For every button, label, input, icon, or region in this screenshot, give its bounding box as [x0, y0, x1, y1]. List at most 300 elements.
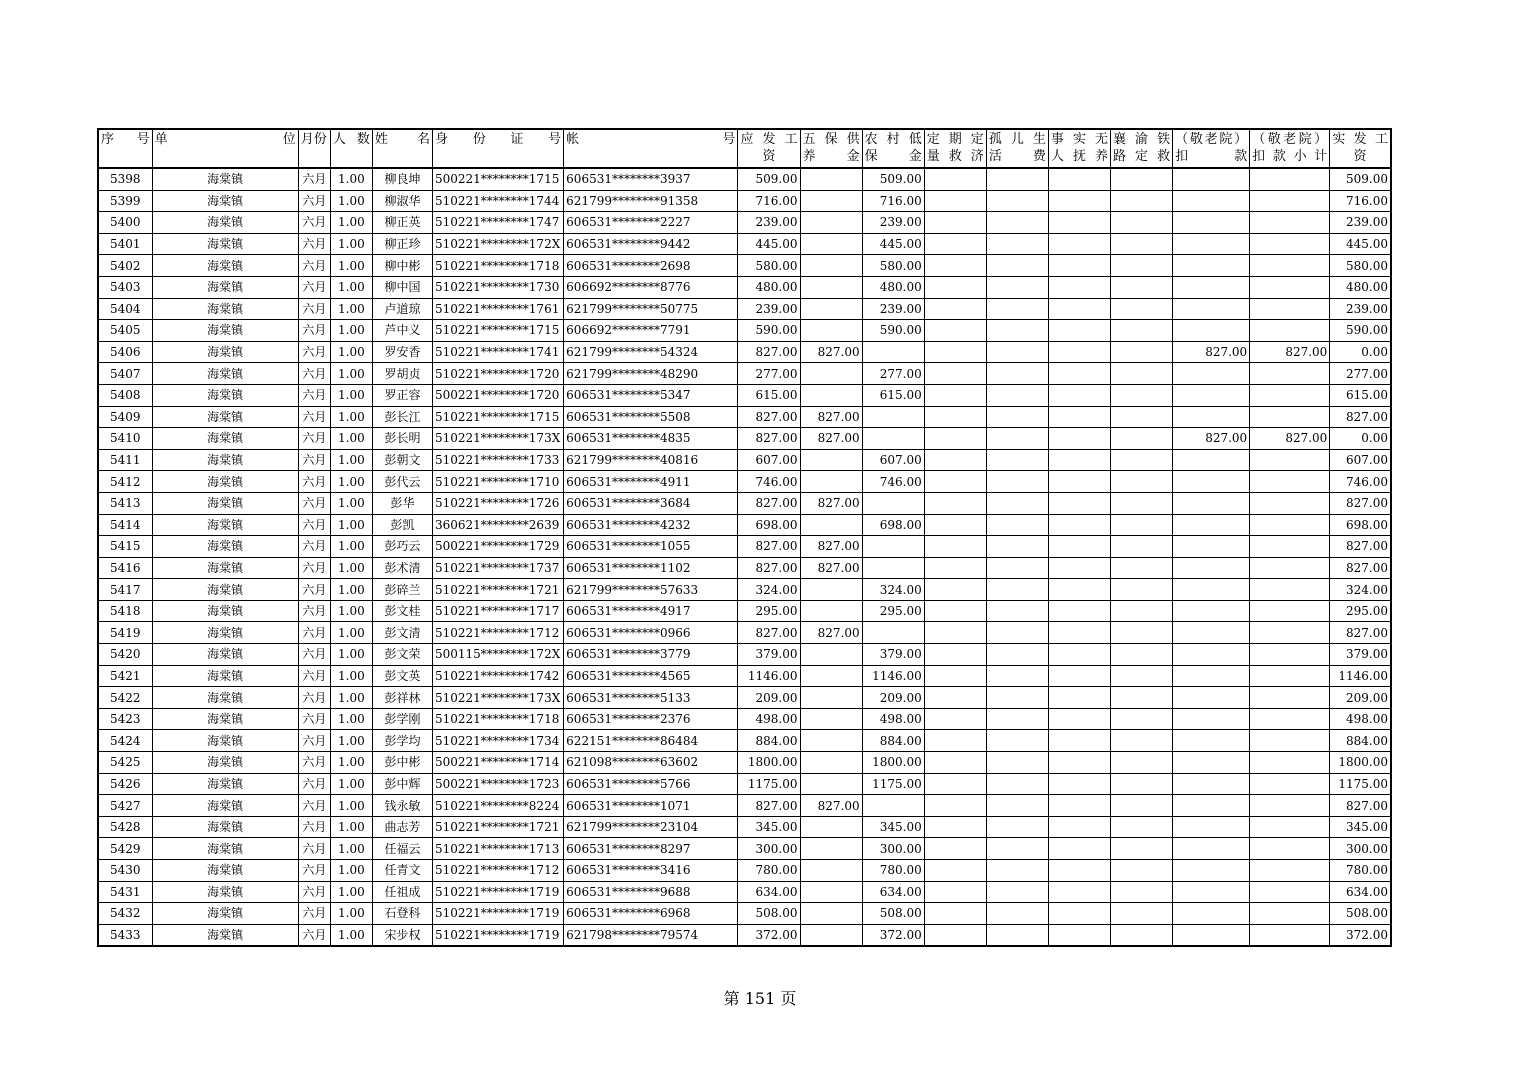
table-cell: 510221********173X: [432, 687, 563, 709]
table-cell: [1048, 384, 1110, 406]
table-cell: 590.00: [738, 320, 800, 342]
table-cell: 彭碎兰: [372, 579, 432, 601]
table-cell: 606531********1055: [564, 536, 738, 558]
table-cell: [800, 233, 862, 255]
table-row: [98, 363, 1391, 385]
table-cell: [986, 471, 1048, 493]
table-cell: 510221********1718: [432, 708, 563, 730]
table-cell: [1111, 816, 1173, 838]
table-cell: [1048, 752, 1110, 774]
table-cell: [924, 168, 986, 190]
table-cell: 六月: [298, 428, 330, 450]
header-row: [98, 129, 1391, 168]
table-cell: [800, 600, 862, 622]
table-cell: [924, 514, 986, 536]
table-cell: 884.00: [1330, 730, 1391, 752]
table-cell: 海棠镇: [152, 449, 298, 471]
column-header-line2: 路 定 救: [1113, 149, 1171, 164]
table-cell: 1175.00: [738, 773, 800, 795]
table-row: [98, 579, 1391, 601]
table-cell: [986, 600, 1048, 622]
table-cell: 海棠镇: [152, 838, 298, 860]
table-cell: [924, 730, 986, 752]
table-cell: 606692********8776: [564, 276, 738, 298]
table-cell: 580.00: [862, 255, 924, 277]
column-header: [862, 129, 924, 168]
table-cell: [1173, 816, 1250, 838]
table-cell: 5430: [98, 860, 152, 882]
table-cell: 300.00: [862, 838, 924, 860]
table-cell: [924, 384, 986, 406]
table-cell: 500221********1729: [432, 536, 563, 558]
table-cell: 606531********3937: [564, 168, 738, 190]
table-cell: 239.00: [862, 298, 924, 320]
table-cell: 海棠镇: [152, 795, 298, 817]
table-cell: 0.00: [1330, 428, 1391, 450]
table-cell: [986, 341, 1048, 363]
table-cell: [924, 341, 986, 363]
table-cell: [924, 233, 986, 255]
table-cell: 六月: [298, 449, 330, 471]
table-cell: 5403: [98, 276, 152, 298]
table-cell: 1.00: [330, 665, 372, 687]
table-cell: 5424: [98, 730, 152, 752]
table-cell: 海棠镇: [152, 579, 298, 601]
table-cell: 746.00: [862, 471, 924, 493]
table-cell: 827.00: [800, 795, 862, 817]
table-cell: 海棠镇: [152, 730, 298, 752]
table-cell: [1111, 514, 1173, 536]
table-cell: 621799********23104: [564, 816, 738, 838]
table-cell: 634.00: [862, 881, 924, 903]
table-cell: 606531********4835: [564, 428, 738, 450]
table-cell: 827.00: [800, 536, 862, 558]
table-cell: [1048, 168, 1110, 190]
table-cell: [986, 687, 1048, 709]
column-header: [152, 129, 298, 168]
table-cell: 柳正珍: [372, 233, 432, 255]
table-cell: [1111, 233, 1173, 255]
table-cell: 621799********54324: [564, 341, 738, 363]
table-cell: [924, 622, 986, 644]
table-cell: 372.00: [738, 924, 800, 946]
table-cell: 六月: [298, 233, 330, 255]
table-cell: 六月: [298, 773, 330, 795]
table-cell: [986, 406, 1048, 428]
table-cell: 607.00: [862, 449, 924, 471]
table-cell: 六月: [298, 622, 330, 644]
column-header-line2: 资: [762, 149, 776, 164]
table-cell: [800, 644, 862, 666]
table-cell: 彭华: [372, 492, 432, 514]
table-cell: 634.00: [1330, 881, 1391, 903]
table-cell: [1250, 514, 1330, 536]
table-cell: 彭学刚: [372, 708, 432, 730]
table-cell: [1111, 341, 1173, 363]
table-cell: [1048, 600, 1110, 622]
column-header: [564, 129, 738, 168]
table-cell: 1800.00: [1330, 752, 1391, 774]
table-cell: [924, 428, 986, 450]
table-cell: 海棠镇: [152, 708, 298, 730]
table-cell: [1173, 860, 1250, 882]
table-cell: 柳淑华: [372, 190, 432, 212]
table-cell: 510221********1747: [432, 212, 563, 234]
table-cell: 海棠镇: [152, 644, 298, 666]
table-cell: [1250, 708, 1330, 730]
table-cell: 石登科: [372, 903, 432, 925]
table-cell: [924, 212, 986, 234]
table-cell: 5419: [98, 622, 152, 644]
table-cell: [800, 773, 862, 795]
table-cell: 六月: [298, 752, 330, 774]
table-cell: 300.00: [1330, 838, 1391, 860]
column-header: [98, 129, 152, 168]
column-header-line1: 农 村 低: [864, 132, 922, 147]
table-cell: 510221********1713: [432, 838, 563, 860]
table-cell: 5410: [98, 428, 152, 450]
table-cell: 827.00: [738, 492, 800, 514]
column-header-line2: 量 救 济: [926, 149, 984, 164]
table-cell: 海棠镇: [152, 903, 298, 925]
table-cell: 六月: [298, 860, 330, 882]
table-cell: [1111, 449, 1173, 471]
table-cell: 罗胡贞: [372, 363, 432, 385]
table-cell: 510221********1744: [432, 190, 563, 212]
table-cell: 彭凯: [372, 514, 432, 536]
table-cell: 827.00: [800, 406, 862, 428]
table-cell: 1.00: [330, 384, 372, 406]
table-cell: 606531********2376: [564, 708, 738, 730]
table-cell: [1250, 730, 1330, 752]
table-cell: 500221********1715: [432, 168, 563, 190]
table-cell: [986, 190, 1048, 212]
table-cell: [986, 773, 1048, 795]
table-cell: [800, 363, 862, 385]
table-cell: 1.00: [330, 903, 372, 925]
table-cell: 六月: [298, 255, 330, 277]
table-cell: [862, 341, 924, 363]
table-cell: 海棠镇: [152, 881, 298, 903]
table-cell: [1048, 514, 1110, 536]
table-cell: 六月: [298, 276, 330, 298]
table-cell: 510221********1710: [432, 471, 563, 493]
table-cell: [1111, 881, 1173, 903]
table-cell: [1111, 665, 1173, 687]
table-header: [98, 129, 1391, 168]
table-cell: 海棠镇: [152, 665, 298, 687]
column-header: [1173, 129, 1250, 168]
table-cell: [924, 406, 986, 428]
table-cell: [1250, 449, 1330, 471]
table-cell: 卢道琼: [372, 298, 432, 320]
table-cell: 5406: [98, 341, 152, 363]
table-cell: [1111, 471, 1173, 493]
table-cell: 柳中国: [372, 276, 432, 298]
column-header-line1: 襄 渝 铁: [1113, 132, 1171, 147]
table-cell: 芦中义: [372, 320, 432, 342]
table-cell: [924, 255, 986, 277]
table-cell: 海棠镇: [152, 622, 298, 644]
table-cell: [1048, 363, 1110, 385]
table-row: [98, 795, 1391, 817]
table-cell: 510221********1715: [432, 320, 563, 342]
table-cell: 634.00: [738, 881, 800, 903]
table-cell: [800, 752, 862, 774]
table-cell: 六月: [298, 557, 330, 579]
table-cell: [1173, 363, 1250, 385]
table-cell: 5415: [98, 536, 152, 558]
table-cell: 海棠镇: [152, 924, 298, 946]
table-cell: [862, 622, 924, 644]
table-cell: 606531********1102: [564, 557, 738, 579]
table-cell: 621798********79574: [564, 924, 738, 946]
table-cell: 六月: [298, 406, 330, 428]
table-cell: [1048, 255, 1110, 277]
table-cell: 590.00: [1330, 320, 1391, 342]
table-cell: [1048, 406, 1110, 428]
column-header-line1: 实 发 工: [1332, 132, 1388, 147]
table-row: [98, 168, 1391, 190]
table-cell: [1048, 903, 1110, 925]
table-cell: 827.00: [800, 557, 862, 579]
table-cell: 295.00: [862, 600, 924, 622]
table-cell: 六月: [298, 881, 330, 903]
table-cell: [1250, 557, 1330, 579]
table-cell: [986, 816, 1048, 838]
table-cell: 1146.00: [738, 665, 800, 687]
table-cell: 510221********1737: [432, 557, 563, 579]
table-cell: [986, 514, 1048, 536]
table-cell: 508.00: [862, 903, 924, 925]
table-cell: 1.00: [330, 622, 372, 644]
table-cell: 510221********1712: [432, 860, 563, 882]
table-cell: [1250, 276, 1330, 298]
table-cell: [924, 536, 986, 558]
table-cell: [1048, 471, 1110, 493]
table-cell: [1048, 687, 1110, 709]
table-cell: 277.00: [738, 363, 800, 385]
table-cell: 606531********5766: [564, 773, 738, 795]
table-cell: 六月: [298, 514, 330, 536]
table-cell: 277.00: [1330, 363, 1391, 385]
table-cell: 任青文: [372, 860, 432, 882]
table-cell: 827.00: [800, 622, 862, 644]
table-cell: [1250, 233, 1330, 255]
table-cell: 827.00: [738, 536, 800, 558]
table-cell: [1250, 536, 1330, 558]
table-cell: 5426: [98, 773, 152, 795]
table-cell: 六月: [298, 298, 330, 320]
column-header: [372, 129, 432, 168]
table-cell: 六月: [298, 471, 330, 493]
table-cell: 1.00: [330, 212, 372, 234]
table-cell: [862, 536, 924, 558]
table-cell: 海棠镇: [152, 233, 298, 255]
column-header-line1: 姓 名: [374, 132, 430, 147]
table-cell: [924, 795, 986, 817]
table-cell: 621799********57633: [564, 579, 738, 601]
table-cell: 1.00: [330, 860, 372, 882]
table-cell: 海棠镇: [152, 471, 298, 493]
table-cell: 六月: [298, 384, 330, 406]
table-cell: [986, 363, 1048, 385]
table-cell: [924, 860, 986, 882]
table-cell: [1048, 190, 1110, 212]
table-row: [98, 622, 1391, 644]
table-cell: [1048, 708, 1110, 730]
table-cell: 六月: [298, 816, 330, 838]
table-cell: 海棠镇: [152, 168, 298, 190]
table-cell: [1111, 406, 1173, 428]
table-cell: 彭朝文: [372, 449, 432, 471]
column-header-line2: 养 金: [802, 149, 860, 164]
table-cell: [986, 665, 1048, 687]
table-cell: [986, 276, 1048, 298]
table-cell: [1048, 276, 1110, 298]
table-cell: [1048, 298, 1110, 320]
table-cell: [1048, 341, 1110, 363]
table-cell: 六月: [298, 212, 330, 234]
table-cell: 5423: [98, 708, 152, 730]
table-cell: 698.00: [862, 514, 924, 536]
table-cell: 六月: [298, 168, 330, 190]
table-cell: 324.00: [862, 579, 924, 601]
table-cell: [986, 708, 1048, 730]
table-cell: 1.00: [330, 255, 372, 277]
table-cell: 498.00: [1330, 708, 1391, 730]
table-cell: 509.00: [862, 168, 924, 190]
table-cell: 510221********1730: [432, 276, 563, 298]
table-cell: [800, 816, 862, 838]
table-cell: 606531********2698: [564, 255, 738, 277]
table-cell: 295.00: [738, 600, 800, 622]
column-header: [986, 129, 1048, 168]
table-cell: 1.00: [330, 536, 372, 558]
table-cell: 510221********1719: [432, 881, 563, 903]
table-cell: [986, 557, 1048, 579]
table-cell: [1250, 773, 1330, 795]
table-cell: 621098********63602: [564, 752, 738, 774]
table-cell: 柳良坤: [372, 168, 432, 190]
table-cell: [1048, 795, 1110, 817]
table-cell: [862, 492, 924, 514]
table-cell: 606531********6968: [564, 903, 738, 925]
column-header: [1330, 129, 1391, 168]
table-cell: 1.00: [330, 363, 372, 385]
table-cell: [800, 255, 862, 277]
table-cell: 1.00: [330, 492, 372, 514]
table-cell: [800, 276, 862, 298]
table-cell: 480.00: [738, 276, 800, 298]
table-cell: [1048, 428, 1110, 450]
table-cell: 5408: [98, 384, 152, 406]
table-cell: 606531********3684: [564, 492, 738, 514]
table-cell: 1800.00: [738, 752, 800, 774]
table-cell: [1111, 190, 1173, 212]
payroll-table: [97, 128, 1392, 947]
table-cell: 510221********1721: [432, 816, 563, 838]
table-cell: 746.00: [1330, 471, 1391, 493]
table-cell: 海棠镇: [152, 773, 298, 795]
table-cell: 六月: [298, 708, 330, 730]
table-cell: 345.00: [862, 816, 924, 838]
table-row: [98, 752, 1391, 774]
table-cell: 239.00: [1330, 298, 1391, 320]
table-cell: [1173, 838, 1250, 860]
table-cell: [986, 752, 1048, 774]
table-cell: [924, 449, 986, 471]
table-cell: 607.00: [1330, 449, 1391, 471]
table-cell: 5404: [98, 298, 152, 320]
table-cell: [800, 190, 862, 212]
table-row: [98, 687, 1391, 709]
table-cell: 六月: [298, 320, 330, 342]
table-cell: [1048, 924, 1110, 946]
table-cell: 六月: [298, 903, 330, 925]
table-cell: 5405: [98, 320, 152, 342]
table-cell: 1.00: [330, 600, 372, 622]
table-cell: 510221********1726: [432, 492, 563, 514]
table-cell: 海棠镇: [152, 298, 298, 320]
table-cell: 六月: [298, 363, 330, 385]
table-cell: 1.00: [330, 406, 372, 428]
table-cell: 498.00: [738, 708, 800, 730]
table-cell: 827.00: [800, 428, 862, 450]
table-cell: 615.00: [738, 384, 800, 406]
table-cell: 827.00: [1250, 428, 1330, 450]
table-cell: 621799********91358: [564, 190, 738, 212]
table-row: [98, 860, 1391, 882]
table-cell: [800, 298, 862, 320]
table-cell: 827.00: [1330, 406, 1391, 428]
table-cell: [924, 665, 986, 687]
table-row: [98, 492, 1391, 514]
column-header-line1: 序 号: [101, 132, 150, 147]
table-cell: 5400: [98, 212, 152, 234]
table-cell: [1173, 773, 1250, 795]
table-cell: 510221********1719: [432, 903, 563, 925]
table-cell: 827.00: [800, 341, 862, 363]
table-cell: 海棠镇: [152, 363, 298, 385]
table-cell: [924, 752, 986, 774]
table-row: [98, 881, 1391, 903]
table-cell: [1250, 795, 1330, 817]
column-header-line1: 月份: [300, 132, 327, 147]
column-header-line2: 人 抚 养: [1050, 149, 1108, 164]
table-cell: [800, 838, 862, 860]
table-cell: [924, 471, 986, 493]
table-cell: 彭文英: [372, 665, 432, 687]
column-header-line2: 扣 款 小 计: [1252, 149, 1328, 164]
table-row: [98, 838, 1391, 860]
table-cell: [1111, 298, 1173, 320]
table-cell: 716.00: [862, 190, 924, 212]
table-cell: 500221********1714: [432, 752, 563, 774]
table-cell: 1.00: [330, 320, 372, 342]
table-cell: 580.00: [1330, 255, 1391, 277]
table-cell: [924, 816, 986, 838]
table-cell: [1173, 492, 1250, 514]
table-cell: 827.00: [1250, 341, 1330, 363]
table-cell: 海棠镇: [152, 816, 298, 838]
table-cell: 606531********2227: [564, 212, 738, 234]
table-cell: 1.00: [330, 752, 372, 774]
table-row: [98, 644, 1391, 666]
table-cell: [986, 384, 1048, 406]
table-cell: [1173, 190, 1250, 212]
table-cell: 209.00: [1330, 687, 1391, 709]
